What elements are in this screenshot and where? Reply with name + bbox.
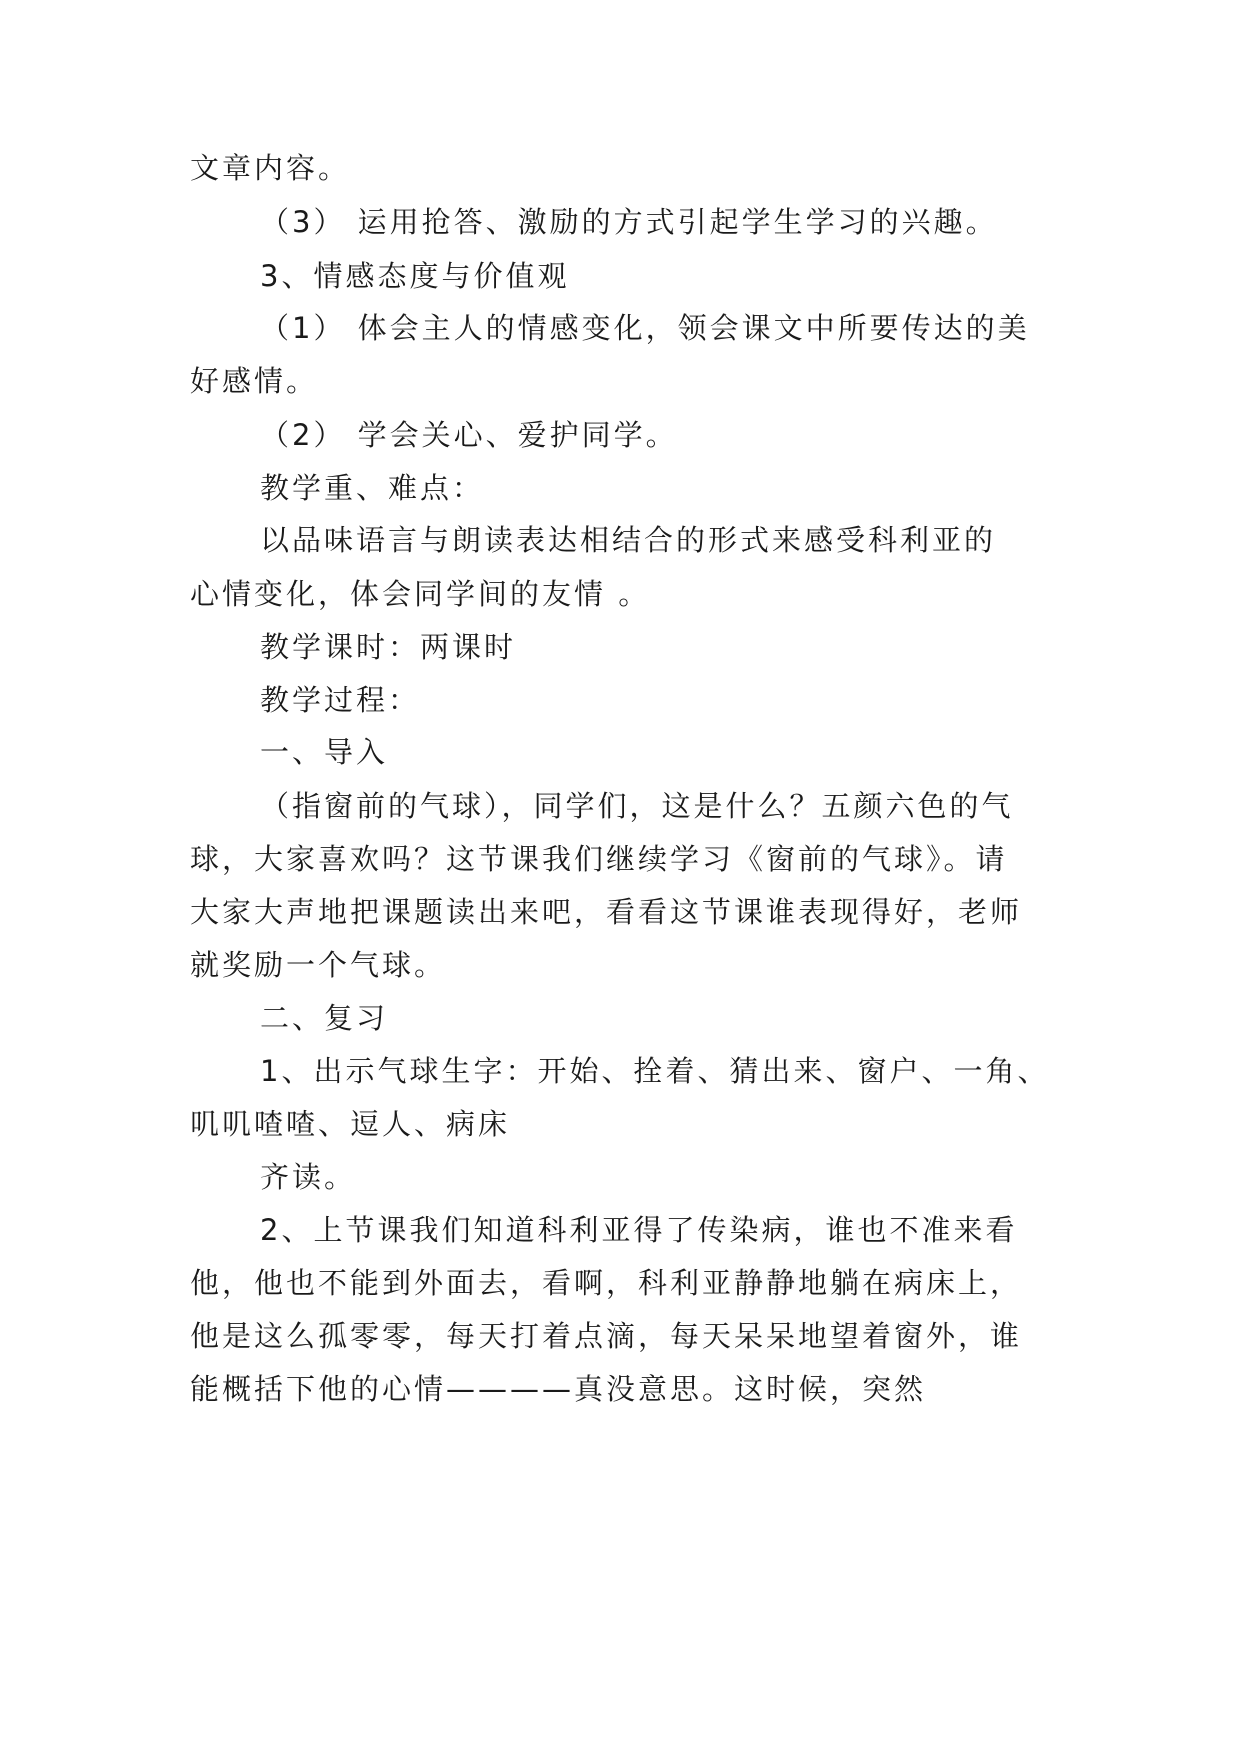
text-line: 文章内容。	[190, 151, 351, 185]
section-heading: 一、导入	[260, 735, 389, 769]
text-line: 心情变化，体会同学间的友情 。	[190, 577, 651, 611]
text-line: 他是这么孤零零，每天打着点滴，每天呆呆地望着窗外，谁	[190, 1319, 1023, 1353]
text-line: 叽叽喳喳、逗人、病床	[190, 1107, 511, 1141]
text-line: 2、上节课我们知道科利亚得了传染病，谁也不准来看	[260, 1213, 1018, 1247]
text-line: （1） 体会主人的情感变化，领会课文中所要传达的美	[260, 311, 1030, 345]
text-line: 能概括下他的心情————真没意思。这时候，突然	[190, 1372, 927, 1406]
text-line: 好感情。	[190, 364, 319, 398]
text-line: 1、出示气球生字：开始、拴着、猜出来、窗户、一角、	[260, 1054, 1050, 1088]
text-line: 齐读。	[260, 1160, 357, 1194]
text-line: 以品味语言与朗读表达相结合的形式来感受科利亚的	[260, 523, 997, 557]
text-line: 大家大声地把课题读出来吧，看看这节课谁表现得好，老师	[190, 895, 1023, 929]
text-line: （指窗前的气球），同学们，这是什么？五颜六色的气	[260, 789, 1014, 823]
section-heading: 3、情感态度与价值观	[260, 259, 570, 293]
text-line: 就奖励一个气球。	[190, 948, 447, 982]
text-line: 他，他也不能到外面去，看啊，科利亚静静地躺在病床上，	[190, 1266, 1023, 1300]
section-heading: 教学课时：两课时	[260, 630, 517, 664]
section-heading: 二、复习	[260, 1001, 389, 1035]
text-line: 球，大家喜欢吗？这节课我们继续学习《窗前的气球》。请	[190, 842, 1008, 876]
text-line: （3） 运用抢答、激励的方式引起学生学习的兴趣。	[260, 205, 998, 239]
section-heading: 教学过程：	[260, 683, 421, 717]
text-line: （2） 学会关心、爱护同学。	[260, 418, 678, 452]
section-heading: 教学重、难点：	[260, 471, 485, 505]
